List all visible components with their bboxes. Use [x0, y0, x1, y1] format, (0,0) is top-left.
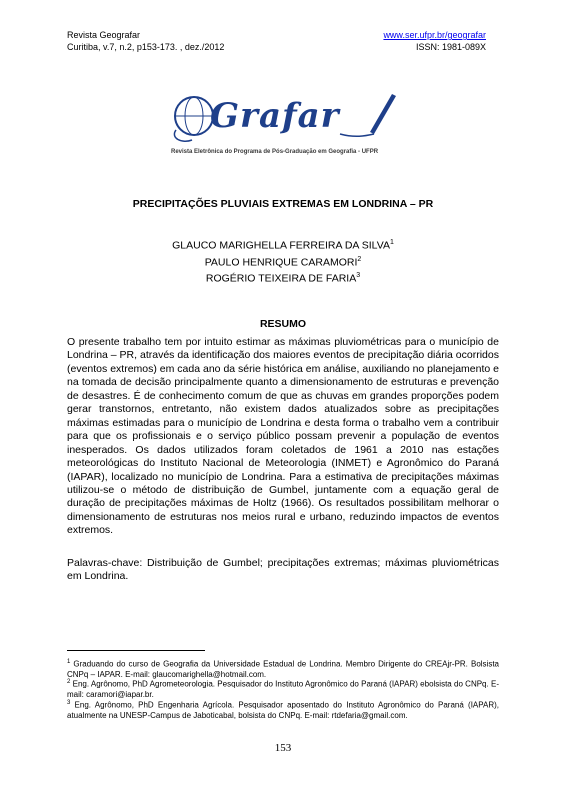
author-3: ROGÉRIO TEIXEIRA DE FARIA$^3$ [205, 272, 361, 285]
keywords: Palavras-chave: Distribuição de Gumbel; precipitações extremas; máximas pluviométricas em Londrina. [67, 557, 499, 583]
running-header-left [67, 29, 224, 53]
running-header-right [383, 29, 486, 53]
footnote-divider [67, 650, 205, 651]
page-number: 153 [274, 742, 292, 754]
issn: ISSN: 1981-089X [415, 42, 486, 52]
logo-subtitle: Revista Eletrônica do Programa de Pós-Graduação em Geografia - UFPR [171, 149, 379, 155]
footnote-1: $^1$ Graduando do curso de Geografia da Universidade Estadual de Londrina. Membro Dirigente do CREAjr-PR. Bolsista CNPq – IAPAR. E-mail: glaucomarighella@hotmail.com. [67, 659, 499, 679]
footnote-3: $^3$ Eng. Agrônomo, PhD Engenharia Agrícola. Pesquisador aposentado do Instituto Agronômico do Paraná (IAPAR), atualmente na UNESP-Campus de Jaboticabal, bolsista do CNPq. E-mail: rtdefaria@gmail.com. [67, 700, 499, 720]
author-1: GLAUCO MARIGHELLA FERREIRA DA SILVA$^1$ [172, 239, 394, 252]
footnote-2: $^2$ Eng. Agrônomo, PhD Agrometeorologia. Pesquisador do Instituto Agronômico do Paraná (IAPAR) ebolsista do CNPq. E-mail: caramori@iapar.br. [67, 679, 499, 699]
journal-name: Revista Geografar [67, 30, 141, 40]
issue-info: Curitiba, v.7, n.2, p153-173. , dez./2012 [67, 42, 225, 52]
abstract-heading: RESUMO [259, 318, 307, 330]
paper-title: PRECIPITAÇÕES PLUVIAIS EXTREMAS EM LONDRINA – PR [132, 198, 434, 210]
journal-url-link[interactable]: www.ser.ufpr.br/geografar [383, 30, 486, 40]
abstract-text: O presente trabalho tem por intuito estimar as máximas pluviométricas para o município de Londrina – PR, através da identificação dos maiores eventos de precipitação diária ocorridos (eventos extremos) em cada ano da série histórica em análise, auxiliando no planejamento e na tomada de decisão principalmente quanto a dimensionamento de estruturas e prevenção de desastres. É de conhecimento comum de que as chuvas em grandes proporções podem gerar transtornos, entretanto, não existem dados atualizados sobre as precipitações máximas estimadas para o município de Londrina e desta forma o trabalho vem a contribuir para que os profissionais e o serviço público possam prevenir a população de eventos inesperados. Os dados utilizados foram coletados de 1961 a 2010 nas estações meteorológicas do Instituto Nacional de Meteorologia (INMET) e Agronômico do Paraná (IAPAR), localizado no município de Londrina. Para a estimativa de precipitações máximas utilizou-se o método de distribuição de Gumbel, juntamente com a equação geral de duração de precipitações máximas de Holtz (1966). Os resultados possibilitam melhorar o dimensionamento de estruturas nos meios rural e urbano, reduzindo impactos de eventos extremos. [67, 336, 499, 537]
geografar-logo [170, 86, 402, 146]
author-list [67, 236, 499, 286]
author-2: PAULO HENRIQUE CARAMORI$^2$ [204, 255, 362, 268]
logo-wordmark: Grafar [210, 96, 340, 136]
